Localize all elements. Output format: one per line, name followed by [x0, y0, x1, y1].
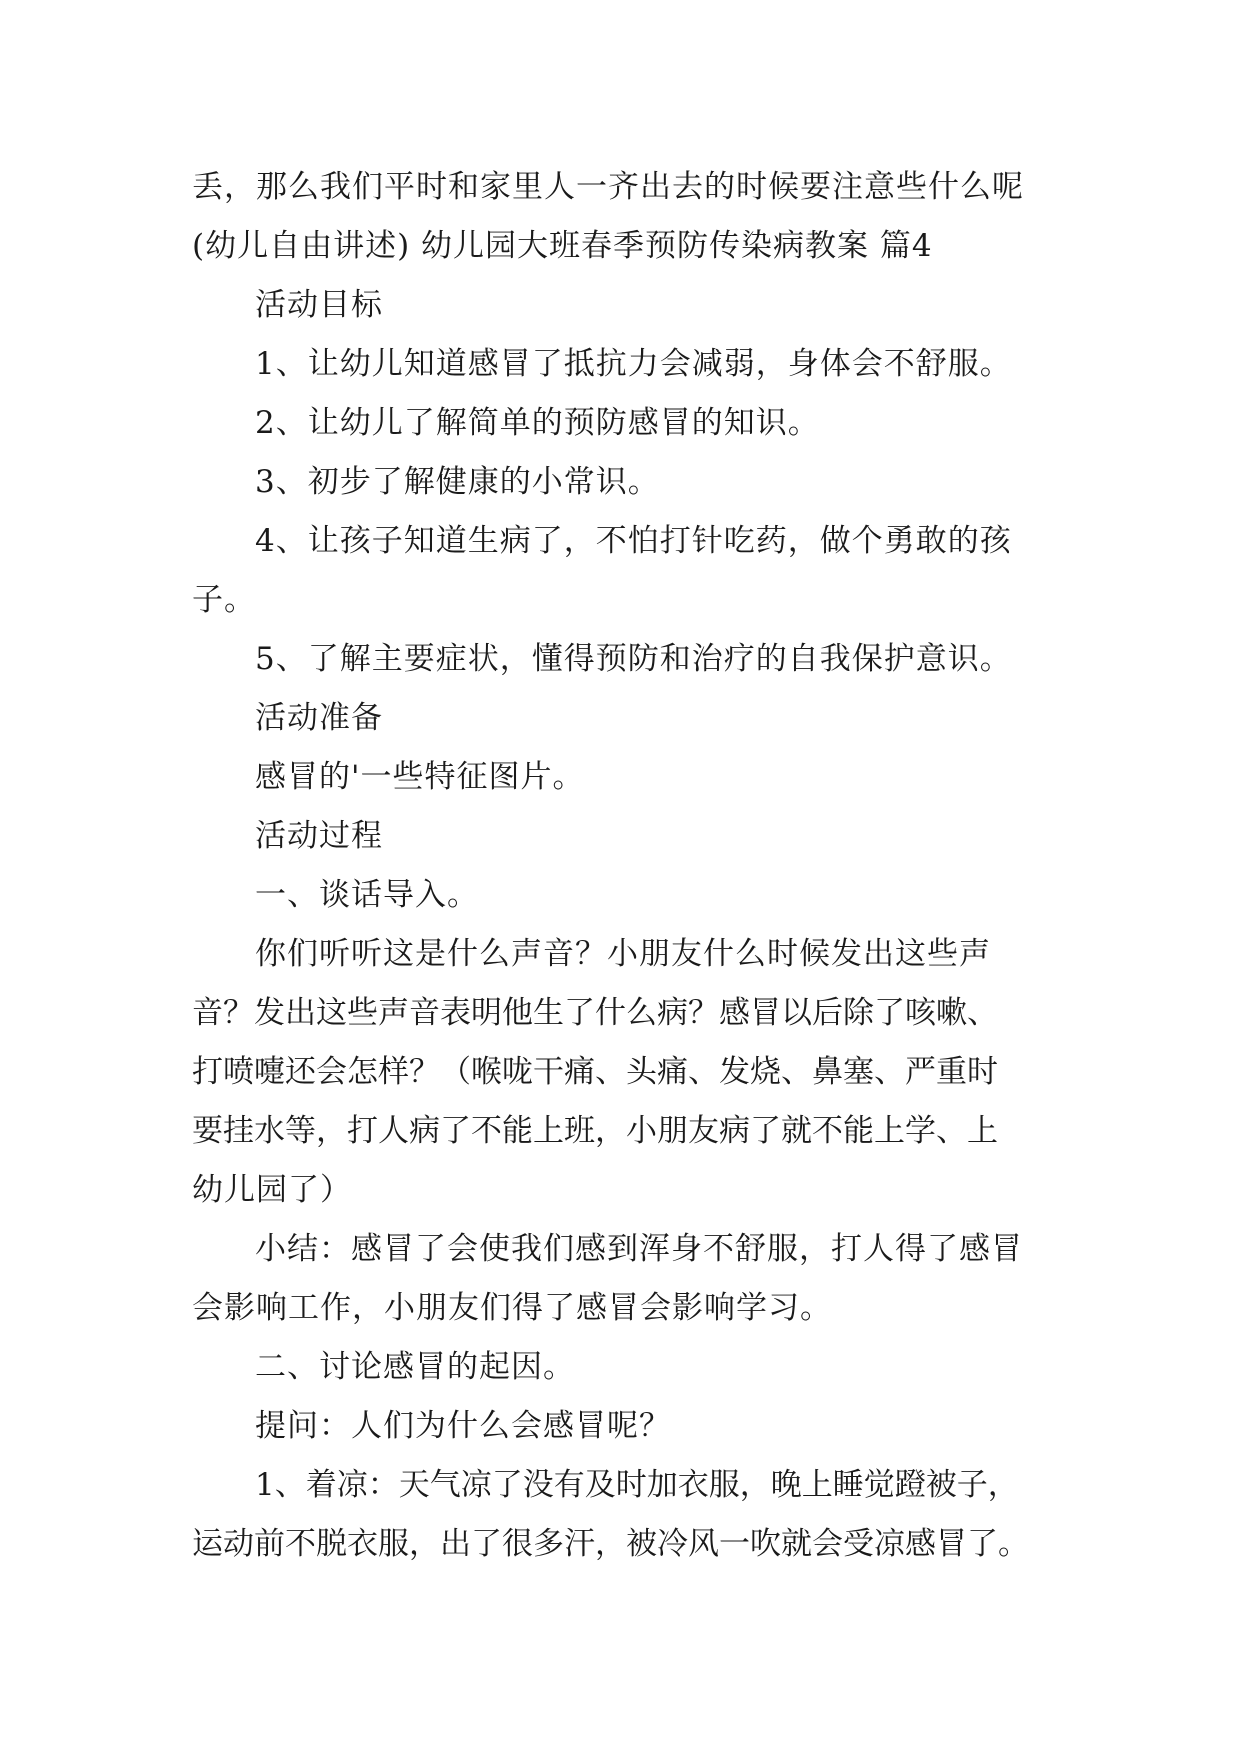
list-item: 1、着凉：天气凉了没有及时加衣服，晚上睡觉蹬被子，: [255, 1467, 1019, 1503]
paragraph-line: 要挂水等，打人病了不能上班，小朋友病了就不能上学、上: [192, 1113, 998, 1149]
text-line: (幼儿自由讲述) 幼儿园大班春季预防传染病教案 篇4: [192, 228, 933, 264]
paragraph-line: 会影响工作，小朋友们得了感冒会影响学习。: [192, 1290, 832, 1326]
text-line: 子。: [192, 582, 256, 618]
text-line: 感冒的'一些特征图片。: [255, 759, 585, 795]
text-line: 丢，那么我们平时和家里人一齐出去的时候要注意些什么呢: [192, 169, 1024, 205]
list-item: 4、让孩子知道生病了，不怕打针吃药，做个勇敢的孩: [255, 523, 1012, 559]
list-item: 3、初步了解健康的小常识。: [255, 464, 660, 500]
paragraph-line: 你们听听这是什么声音？小朋友什么时候发出这些声: [255, 936, 991, 972]
paragraph-line: 音？发出这些声音表明他生了什么病？感冒以后除了咳嗽、: [192, 995, 998, 1031]
list-item: 1、让幼儿知道感冒了抵抗力会减弱，身体会不舒服。: [255, 346, 1012, 382]
subsection-heading: 一、谈话导入。: [255, 877, 479, 913]
paragraph-line: 幼儿园了）: [192, 1172, 352, 1208]
section-heading: 活动过程: [255, 818, 383, 854]
list-item: 2、让幼儿了解简单的预防感冒的知识。: [255, 405, 820, 441]
subsection-heading: 二、讨论感冒的起因。: [255, 1349, 575, 1385]
document-body: [192, 158, 1062, 1574]
list-item: 5、了解主要症状，懂得预防和治疗的自我保护意识。: [255, 641, 1012, 677]
paragraph-line: 小结：感冒了会使我们感到浑身不舒服，打人得了感冒: [255, 1231, 1023, 1267]
paragraph-line: 打喷嚏还会怎样？（喉咙干痛、头痛、发烧、鼻塞、严重时: [192, 1054, 998, 1090]
paragraph-line: 运动前不脱衣服，出了很多汗，被冷风一吹就会受凉感冒了。: [192, 1526, 1029, 1562]
section-heading: 活动准备: [255, 700, 383, 736]
section-heading: 活动目标: [255, 287, 383, 323]
paragraph-line: 提问：人们为什么会感冒呢？: [255, 1408, 671, 1444]
